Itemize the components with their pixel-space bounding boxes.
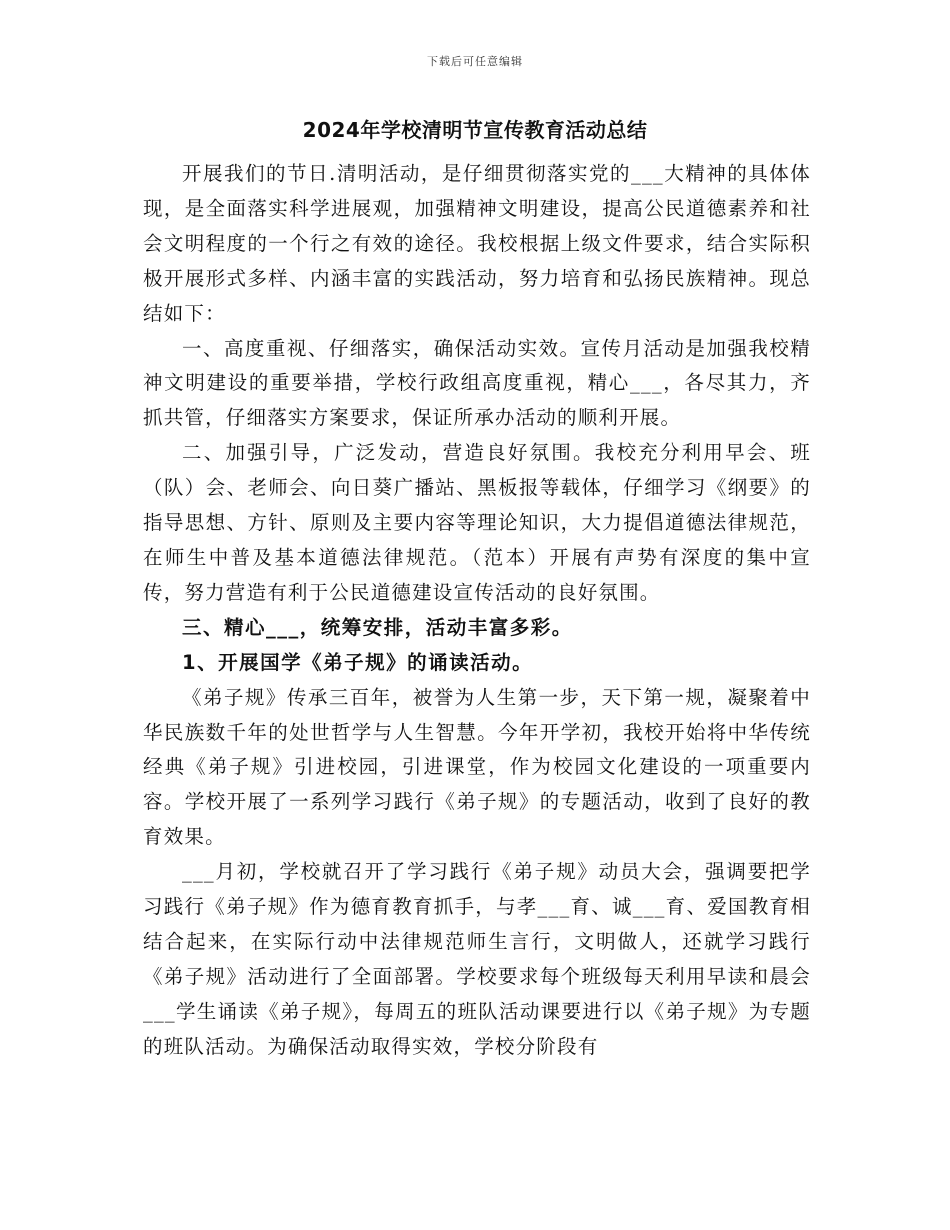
page-title: 2024年学校清明节宣传教育活动总结	[302, 118, 648, 142]
paragraph-dizigui-activity: ___月初，学校就召开了学习践行《弟子规》动员大会，强调要把学习践行《弟子规》作为德育教育抓手，与孝___育、诚___育、爱国教育相结合起来，在实际行动中法律规范师生言行，文明做人，还就学习践行《弟子规》活动进行了全面部署。学校要求每个班级每天利用早读和晨会___学生诵读《弟子规》，每周五的班队活动课要进行以《弟子规》为专题的班队活动。为确保活动取得实效，学校分阶段有	[143, 860, 811, 1058]
paragraph-intro: 开展我们的节日.清明活动，是仔细贯彻落实党的___大精神的具体体现，是全面落实科学进展观，加强精神文明建设，提高公民道德素养和社会文明程度的一个行之有效的途径。我校根据上级文件要求，结合实际积极开展形式多样、内涵丰富的实践活动，努力培育和弘扬民族精神。现总结如下：	[143, 162, 811, 325]
subsection-heading: 1、开展国学《弟子规》的诵读活动。	[182, 650, 534, 674]
header-note: 下载后可任意编辑	[427, 55, 523, 68]
paragraph-section-one: 一、高度重视、仔细落实，确保活动实效。宣传月活动是加强我校精神文明建设的重要举措，学校行政组高度重视，精心___，各尽其力，齐抓共管，仔细落实方案要求，保证所承办活动的顺利开展。	[143, 336, 811, 430]
document-body	[143, 157, 811, 1065]
paragraph-section-two: 二、加强引导，广泛发动，营造良好氛围。我校充分利用早会、班（队）会、老师会、向日葵广播站、黑板报等载体，仔细学习《纲要》的指导思想、方针、原则及主要内容等理论知识，大力提倡道德法律规范，在师生中普及基本道德法律规范。（范本）开展有声势有深度的集中宣传，努力营造有利于公民道德建设宣传活动的良好氛围。	[143, 441, 811, 604]
section-three-heading: 三、精心___，统筹安排，活动丰富多彩。	[182, 615, 573, 639]
paragraph-dizigui-intro: 《弟子规》传承三百年，被誉为人生第一步，天下第一规，凝聚着中华民族数千年的处世哲学与人生智慧。今年开学初，我校开始将中华传统经典《弟子规》引进校园，引进课堂，作为校园文化建设的一项重要内容。学校开展了一系列学习践行《弟子规》的专题活动，收到了良好的教育效果。	[143, 685, 811, 849]
